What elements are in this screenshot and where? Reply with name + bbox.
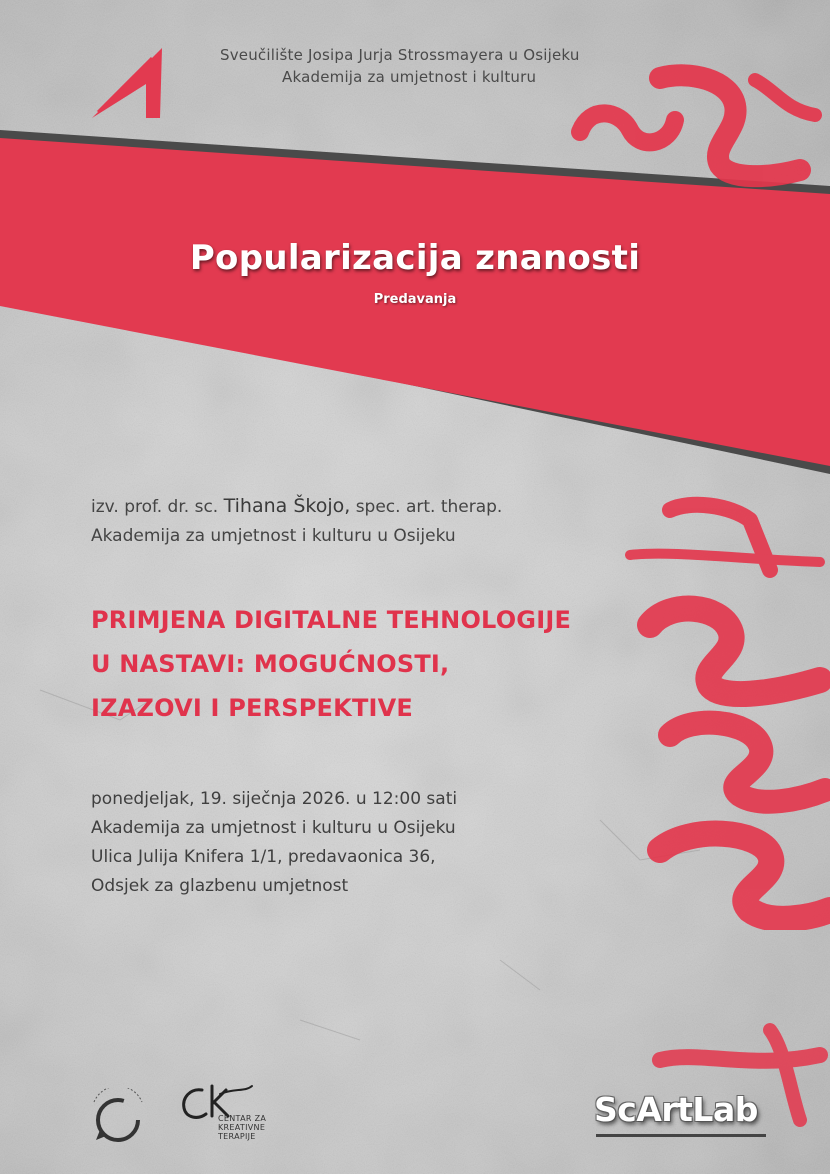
- lecture-title-line: U NASTAVI: MOGUĆNOSTI,: [91, 650, 450, 678]
- event-department: Odsjek za glazbenu umjetnost: [91, 876, 349, 896]
- lecture-title-line: PRIMJENA DIGITALNE TEHNOLOGIJE: [91, 606, 572, 634]
- scartlab-logo: ScArtLab: [594, 1090, 758, 1129]
- institution-header: [220, 44, 640, 88]
- speaker-name: Tihana Škojo,: [223, 495, 351, 517]
- speaker-prefix: izv. prof. dr. sc.: [91, 497, 219, 517]
- lecture-title-line: IZAZOVI I PERSPEKTIVE: [91, 694, 414, 722]
- ck-logo-text: [218, 1114, 266, 1141]
- series-subtitle: Predavanja: [373, 292, 457, 307]
- event-venue: Akademija za umjetnost i kulturu u Osijeku: [91, 818, 456, 838]
- event-date: ponedjeljak, 19. siječnja 2026. u 12:00 sati: [91, 789, 458, 809]
- speaker-affiliation: Akademija za umjetnost i kulturu u Osijeku: [91, 526, 456, 546]
- event-address: Ulica Julija Knifera 1/1, predavaonica 36,: [91, 847, 436, 867]
- ck-line: TERAPIJE: [218, 1132, 256, 1141]
- speaker-line: [91, 491, 502, 522]
- paint-scribble-right: [610, 490, 830, 930]
- lecture-title: [91, 598, 571, 730]
- event-details: [91, 785, 457, 901]
- circular-arrow-logo: [86, 1088, 150, 1146]
- ck-line: CENTAR ZA: [218, 1114, 267, 1123]
- ck-line: KREATIVNE: [218, 1123, 266, 1132]
- speaker-suffix: spec. art. therap.: [355, 497, 503, 517]
- scartlab-underline: [596, 1134, 766, 1137]
- university-name: Sveučilište Josipa Jurja Strossmayera u Osijeku: [220, 46, 580, 64]
- academy-logo: [88, 44, 168, 122]
- series-title: Popularizacija znanosti: [189, 238, 641, 278]
- academy-name: Akademija za umjetnost i kulturu: [282, 68, 537, 86]
